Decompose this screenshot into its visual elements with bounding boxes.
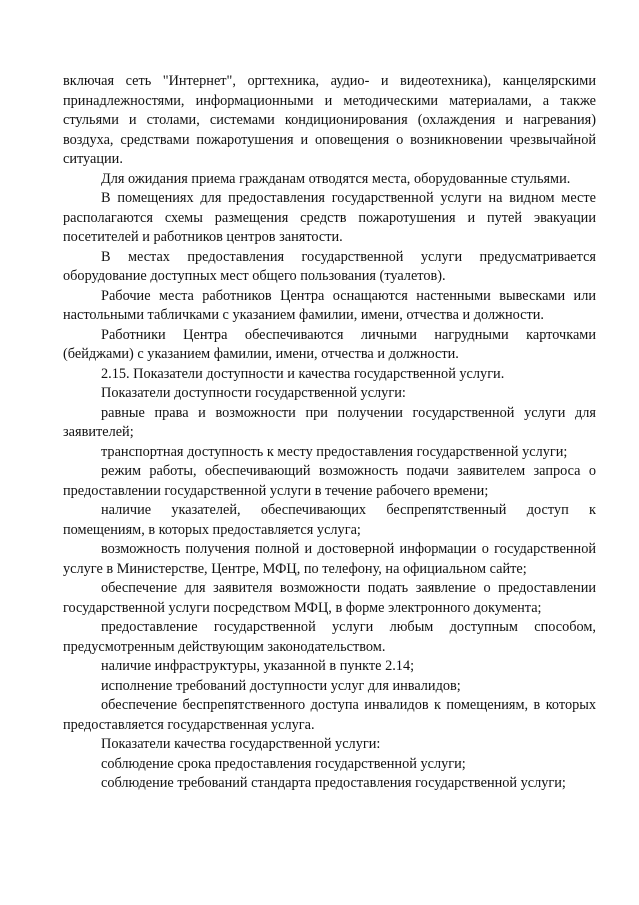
paragraph-continuation: включая сеть "Интернет", оргтехника, аудио- и видеотехника), канцелярскими принадлежностями, информационными и методическими материалами, а также стульями и столами, системами кондиционирования (охлаждения и нагревания) воздуха, средствами пожаротушения и оповещения о возникновении чрезвычайной ситуации. [63,73,596,167]
paragraph-accessibility-indicators: Показатели доступности государственной услуги: [101,385,406,401]
list-item-signposts: наличие указателей, обеспечивающих беспрепятственный доступ к помещениям, в которых предоставляется услуга; [63,502,596,538]
paragraph-toilets: В местах предоставления государственной услуги предусматривается оборудование доступных мест общего пользования (туалетов). [63,248,596,284]
list-item-equal-rights: равные права и возможности при получении государственной услуги для заявителей; [63,404,596,440]
list-item-infrastructure: наличие инфраструктуры, указанной в пункте 2.14; [101,658,415,674]
list-item-any-method: предоставление государственной услуги любым доступным способом, предусмотренным действующим законодательством. [63,619,596,655]
paragraph-fire-schemes: В помещениях для предоставления государственной услуги на видном месте располагаются схемы размещения средств пожаротушения и путей эвакуации посетителей и работников центров занятости. [63,190,596,245]
list-item-standard: соблюдение требований стандарта предоставления государственной услуги; [101,775,566,791]
paragraph-waiting-places: Для ожидания приема гражданам отводятся места, оборудованные стульями. [101,170,571,187]
list-item-deadline: соблюдение срока предоставления государственной услуги; [101,755,466,772]
paragraph-badges: Работники Центра обеспечиваются личными нагрудными карточками (бейджами) с указанием фамилии, имени, отчества и должности. [63,326,596,362]
list-item-disability-requirements: исполнение требований доступности услуг для инвалидов; [101,677,461,694]
paragraph-workplace-signs: Рабочие места работников Центра оснащаются настенными вывесками или настольными табличками с указанием фамилии, имени, отчества и должности. [63,287,596,323]
document-page [63,72,596,794]
list-item-work-schedule: режим работы, обеспечивающий возможность подачи заявителем запроса о предоставлении государственной услуги в течение рабочего времени; [63,463,596,499]
list-item-information: возможность получения полной и достоверной информации о государственной услуге в Министерстве, Центре, МФЦ, по телефону, на официальном сайте; [63,541,596,577]
paragraph-quality-indicators: Показатели качества государственной услуги: [101,736,381,752]
list-item-mfc-electronic: обеспечение для заявителя возможности подать заявление о предоставлении государственной услуги посредством МФЦ, в форме электронного документа; [63,580,596,616]
section-heading-2-15: 2.15. Показатели доступности и качества государственной услуги. [101,365,505,382]
list-item-disability-access: обеспечение беспрепятственного доступа инвалидов к помещениям, в которых предоставляется государственная услуга. [63,697,596,733]
list-item-transport: транспортная доступность к месту предоставления государственной услуги; [101,443,568,460]
